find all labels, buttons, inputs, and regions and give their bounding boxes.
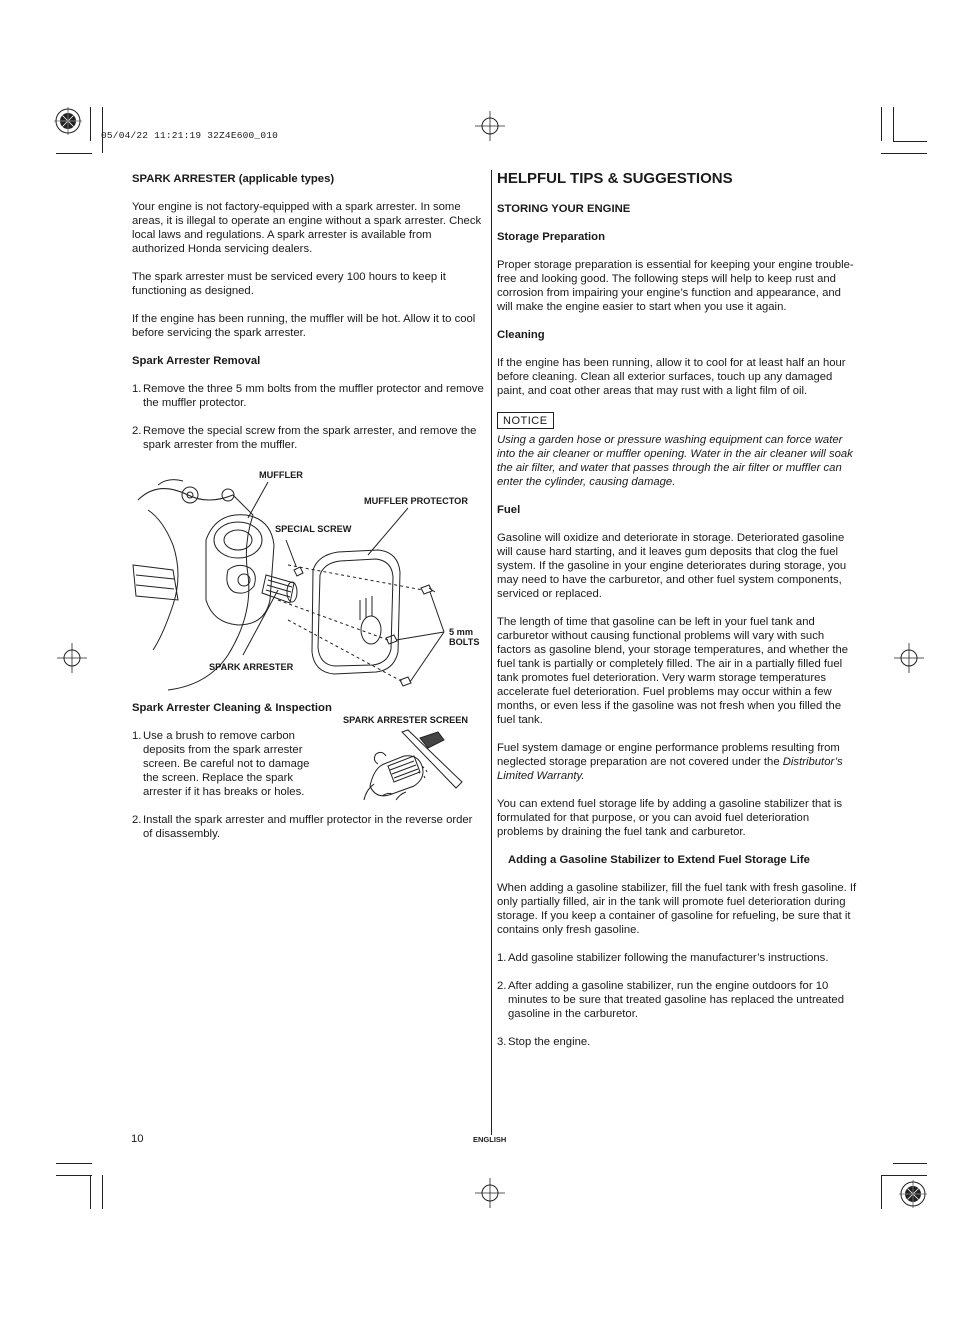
crosshair-icon bbox=[894, 643, 924, 673]
paragraph: When adding a gasoline stabilizer, fill the fuel tank with fresh gasoline. If only partially filled, air in the tank will promote fuel deterioration during storage. If you keep a container of gasoline for refueling, be sure that it contains only fresh gasoline. bbox=[497, 882, 857, 936]
paragraph: The length of time that gasoline can be left in your fuel tank and carburetor without causing functional problems will vary with such factors as gasoline blend, your storage temperatures, and whether the fuel tank is partially or completely filled. The air in a partially filled fuel tank promotes fuel deterioration. Very warm storage temperatures accelerate fuel deterioration. Fuel problems may occur within a few months, or even less if the gasoline was not fresh when you filled the fuel tank. bbox=[497, 616, 849, 726]
list-item: 2. Remove the special screw from the spark arrester, and remove the spark arrester from the muffler. bbox=[132, 425, 477, 451]
paragraph: Fuel system damage or engine performance problems resulting from neglected storage preparation are not covered under the Distributor’s Limited Warranty. bbox=[497, 742, 843, 782]
paragraph: If the engine has been running, allow it to cool for at least half an hour before cleaning. Clean all exterior surfaces, touch up any damaged paint, and coat other areas that may rust with a light film of oil. bbox=[497, 357, 846, 397]
warranty-reference: Distributor’s Limited Warranty. bbox=[497, 756, 843, 782]
label-spark-arrester: SPARK ARRESTER bbox=[209, 662, 294, 672]
paragraph: If the engine has been running, the muffler will be hot. Allow it to cool before servicing the spark arrester. bbox=[132, 313, 476, 339]
list-item: 1. Use a brush to remove carbon deposits from the spark arrester screen. Be careful not to damage the screen. Replace the spark arrester if it has breaks or holes. bbox=[132, 730, 310, 798]
list-item: 1. Add gasoline stabilizer following the manufacturer’s instructions. bbox=[497, 952, 829, 964]
crosshair-icon bbox=[475, 1178, 505, 1208]
removal-steps bbox=[132, 382, 484, 452]
list-item: 2. After adding a gasoline stabilizer, run the engine outdoors for 10 minutes to be sure that treated gasoline has replaced the untreated gasoline in the carburetor. bbox=[497, 980, 844, 1020]
paragraph: Proper storage preparation is essential for keeping your engine trouble-free and looking good. The following steps will help to keep rust and corrosion from impairing your engine’s function and appearance, and will make the engine easier to start when you use it again. bbox=[497, 259, 854, 313]
notice-badge: NOTICE bbox=[497, 412, 554, 429]
paragraph: You can extend fuel storage life by adding a gasoline stabilizer that is formulated for that purpose, or you can avoid fuel deterioration problems by draining the fuel tank and carburetor. bbox=[497, 798, 842, 838]
label-bolts-size: 5 mm bbox=[449, 627, 474, 637]
registration-target-icon bbox=[54, 107, 82, 135]
subheading-stabilizer: Adding a Gasoline Stabilizer to Extend Fuel Storage Life bbox=[508, 854, 810, 866]
crosshair-icon bbox=[57, 643, 87, 673]
section-heading-storing: STORING YOUR ENGINE bbox=[497, 203, 631, 215]
print-timestamp: 05/04/22 11:21:19 32Z4E600_010 bbox=[101, 130, 279, 141]
paragraph: Gasoline will oxidize and deteriorate in storage. Deteriorated gasoline will cause hard starting, and it leaves gum deposits that clog the fuel system. If the gasoline in your engine deteriorates during storage, you may need to have the carburetor, and other fuel system components, serviced or replaced. bbox=[497, 532, 847, 600]
list-item: 3. Stop the engine. bbox=[497, 1036, 591, 1048]
crosshair-icon bbox=[475, 111, 505, 141]
label-special-screw: SPECIAL SCREW bbox=[275, 524, 352, 534]
label-muffler-protector: MUFFLER PROTECTOR bbox=[364, 496, 468, 506]
notice-text: Using a garden hose or pressure washing equipment can force water into the air cleaner or muffler opening. Water in the air cleaner will soak the air filter, and water that passes through the air filter or muffler can enter the cylinder, causing damage. bbox=[497, 434, 853, 488]
paragraph: The spark arrester must be serviced every 100 hours to keep it functioning as designed. bbox=[132, 271, 446, 297]
paragraph: Your engine is not factory-equipped with a spark arrester. In some areas, it is illegal to operate an engine without a spark arrester. Check local laws and regulations. A spark arrester is available from authorized Honda servicing dealers. bbox=[132, 201, 482, 255]
registration-target-icon bbox=[899, 1180, 927, 1208]
section-heading-spark-arrester: SPARK ARRESTER (applicable types) bbox=[132, 173, 335, 185]
page-number: 10 bbox=[131, 1133, 144, 1145]
subheading-fuel: Fuel bbox=[497, 504, 521, 516]
language-label: ENGLISH bbox=[473, 1135, 507, 1144]
label-spark-arrester-screen: SPARK ARRESTER SCREEN bbox=[343, 715, 469, 725]
list-item: 1. Remove the three 5 mm bolts from the muffler protector and remove the muffler protector. bbox=[132, 383, 484, 409]
list-item: 2. Install the spark arrester and muffler protector in the reverse order of disassembly. bbox=[132, 814, 473, 840]
right-column bbox=[497, 170, 857, 1063]
label-bolts: BOLTS bbox=[449, 637, 480, 647]
stabilizer-steps bbox=[497, 951, 857, 1049]
subheading-cleaning: Cleaning bbox=[497, 329, 545, 341]
left-column bbox=[132, 172, 484, 466]
brush-cleaning-illustration bbox=[360, 726, 470, 802]
subheading-removal: Spark Arrester Removal bbox=[132, 355, 261, 367]
subheading-storage-preparation: Storage Preparation bbox=[497, 231, 605, 243]
column-divider bbox=[491, 170, 492, 1135]
subheading-cleaning-inspection: Spark Arrester Cleaning & Inspection bbox=[132, 702, 332, 714]
label-muffler: MUFFLER bbox=[259, 470, 303, 480]
page-title: HELPFUL TIPS & SUGGESTIONS bbox=[497, 170, 733, 187]
